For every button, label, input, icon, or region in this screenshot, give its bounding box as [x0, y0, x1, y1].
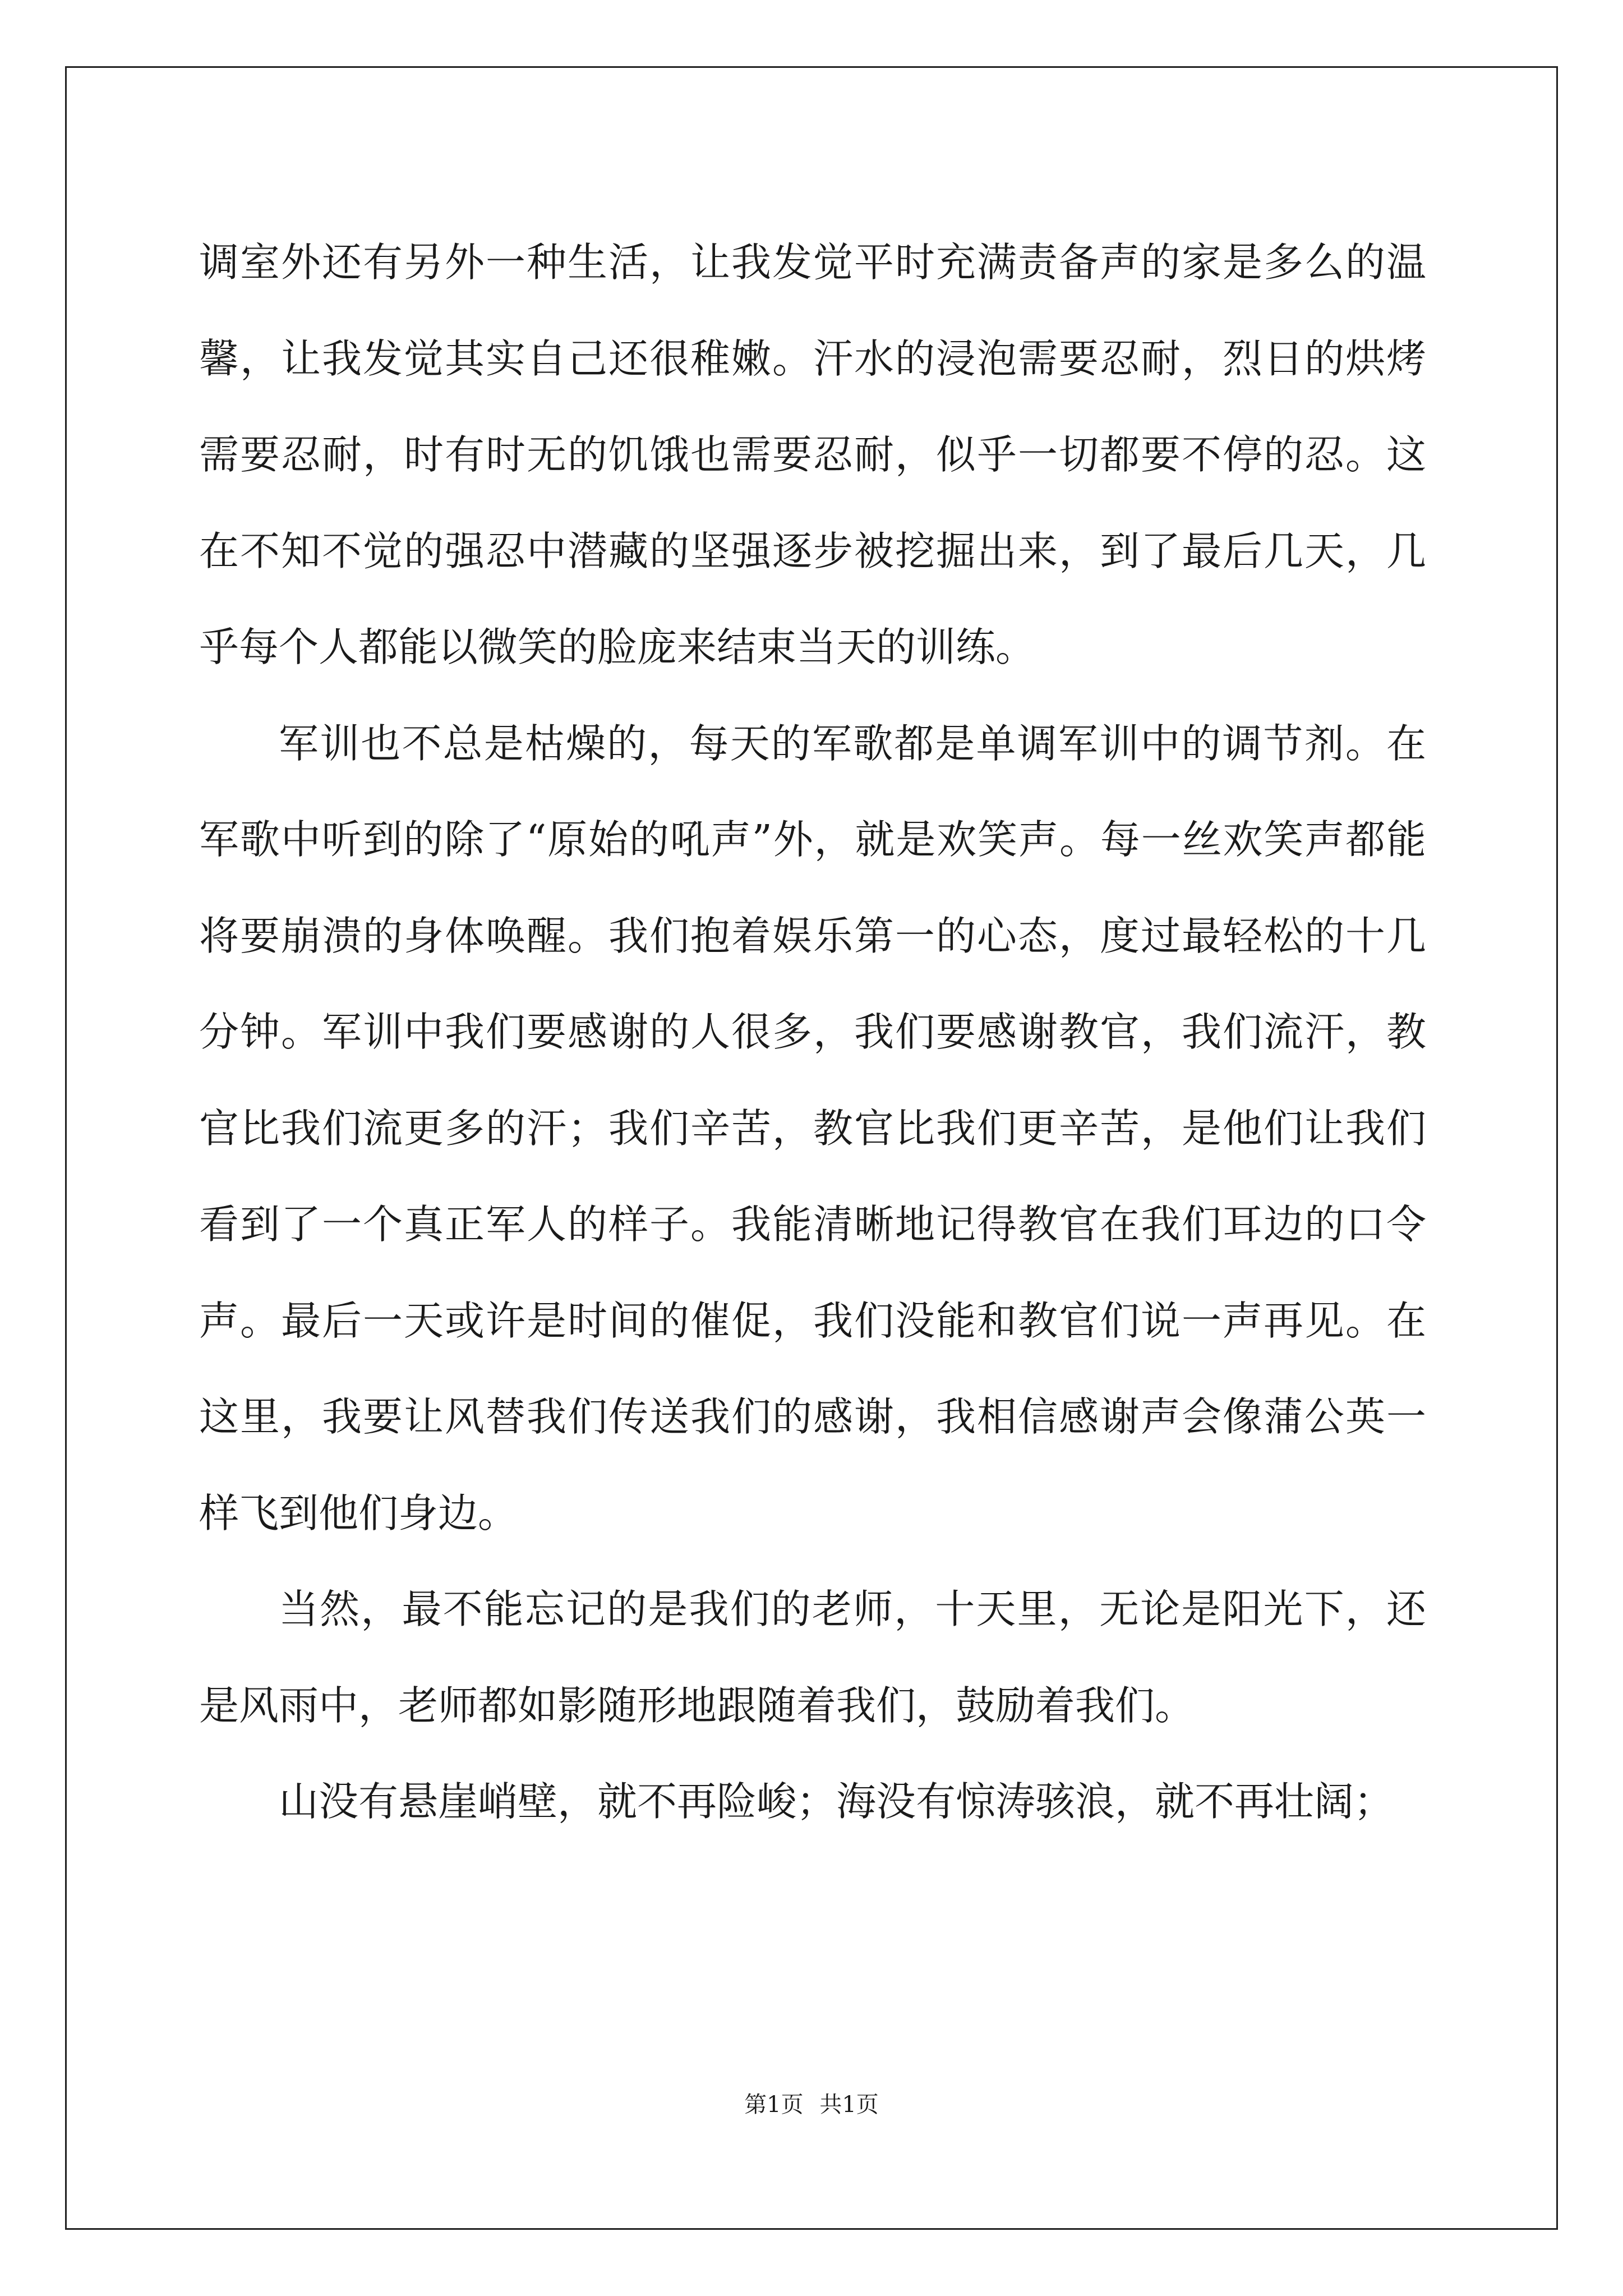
- document-body: [199, 214, 1426, 1850]
- paragraph: 当然，最不能忘记的是我们的老师，十天里，无论是阳光下，还是风雨中，老师都如影随形地跟随着我们，鼓励着我们。: [199, 1586, 1426, 1729]
- page-total: 共1页: [819, 2092, 879, 2118]
- page-footer: [0, 2087, 1623, 2119]
- page-number: 第1页: [744, 2092, 804, 2118]
- paragraph: 山没有悬崖峭壁，就不再险峻；海没有惊涛骇浪，就不再壮阔；: [279, 1778, 1394, 1825]
- paragraph: 军训也不总是枯燥的，每天的军歌都是单调军训中的调节剂。在军歌中听到的除了“原始的吼声”外，就是欢笑声。每一丝欢笑声都能将要崩溃的身体唤醒。我们抱着娱乐第一的心态，度过最轻松的十几分钟。军训中我们要感谢的人很多，我们要感谢教官，我们流汗，教官比我们流更多的汗；我们辛苦，教官比我们更辛苦，是他们让我们看到了一个真正军人的样子。我能清晰地记得教官在我们耳边的口令声。最后一天或许是时间的催促，我们没能和教官们说一声再见。在这里，我要让风替我们传送我们的感谢，我相信感谢声会像蒲公英一样飞到他们身边。: [199, 720, 1426, 1536]
- paragraph: 调室外还有另外一种生活，让我发觉平时充满责备声的家是多么的温馨，让我发觉其实自己还很稚嫩。汗水的浸泡需要忍耐，烈日的烘烤需要忍耐，时有时无的饥饿也需要忍耐，似乎一切都要不停的忍。这在不知不觉的强忍中潜藏的坚强逐步被挖掘出来，到了最后几天，几乎每个人都能以微笑的脸庞来结束当天的训练。: [199, 239, 1426, 670]
